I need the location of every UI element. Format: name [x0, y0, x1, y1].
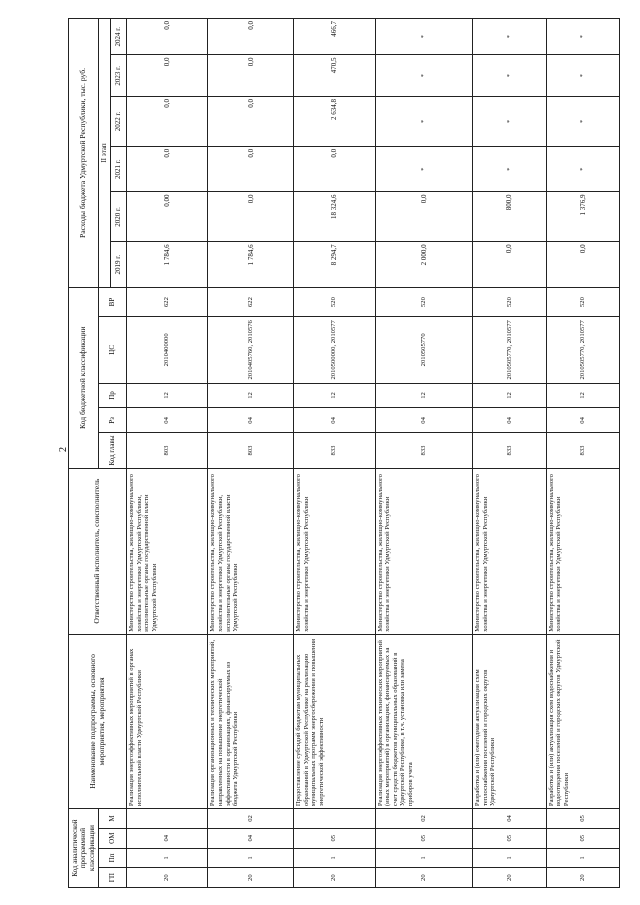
cell-value: 0,0: [208, 192, 294, 242]
cell-name: Разработка и (или) ежегодная актуализация схем теплоснабжения поселений и городских округов Удмуртской Республики: [473, 634, 546, 808]
cell-pp: 1: [208, 848, 294, 868]
table-row: [208, 19, 294, 888]
header-year: 2024 г.: [111, 19, 127, 56]
cell-gp: 20: [473, 868, 546, 888]
cell-pr: 12: [473, 383, 546, 408]
cell-value: *: [473, 146, 546, 192]
cell-om: 04: [208, 828, 294, 848]
cell-m: [127, 809, 208, 829]
cell-value: 0,0: [208, 146, 294, 192]
header-year: 2022 г.: [111, 97, 127, 147]
cell-m: 02: [208, 809, 294, 829]
header-cs: ЦС: [99, 317, 127, 383]
cell-cs: 2010400000: [127, 317, 208, 383]
cell-m: 02: [375, 809, 473, 829]
header-pr: Пр: [99, 383, 127, 408]
cell-pp: 1: [546, 848, 619, 868]
header-budget-code: Код бюджетной классификации: [69, 287, 99, 468]
cell-gp: 20: [375, 868, 473, 888]
header-apk: Код аналитической программной классификации: [69, 809, 99, 888]
cell-rz: 04: [375, 408, 473, 433]
header-m: М: [99, 809, 127, 829]
cell-value: 2 634,8: [294, 97, 375, 147]
cell-pp: 1: [375, 848, 473, 868]
cell-executor: Министерство строительства, жилищно-коммунального хозяйства и энергетики Удмуртской Республики: [473, 468, 546, 634]
cell-vr: 520: [473, 287, 546, 316]
header-year: 2019 г.: [111, 242, 127, 288]
budget-table: [68, 18, 620, 888]
cell-value: 0,0: [208, 97, 294, 147]
cell-kod-glavy: 833: [473, 433, 546, 468]
cell-value: *: [546, 146, 619, 192]
cell-value: 1 784,6: [208, 242, 294, 288]
cell-name: Реализация энергоэффективных технических мероприятий (иных мероприятий) в организациях, финансируемых за счет средств бюджетов муниципальных образований в Удмуртской Республике, в т.ч. установка или замена приборов учета: [375, 634, 473, 808]
cell-value: *: [473, 55, 546, 97]
cell-value: *: [546, 97, 619, 147]
cell-gp: 20: [546, 868, 619, 888]
header-expenses: Расходы бюджета Удмуртской Республики, тыс. руб.: [69, 19, 99, 288]
cell-value: *: [375, 146, 473, 192]
header-kod-glavy: Код главы: [99, 433, 127, 468]
page-number: 2: [58, 447, 69, 452]
cell-rz: 04: [127, 408, 208, 433]
cell-value: 800,0: [473, 192, 546, 242]
cell-om: 05: [294, 828, 375, 848]
cell-cs: 2010405760, 2010576: [208, 317, 294, 383]
header-pp: Пп: [99, 848, 127, 868]
cell-value: 466,7: [294, 19, 375, 56]
header-year: 2021 г.: [111, 146, 127, 192]
header-om: ОМ: [99, 828, 127, 848]
cell-om: 05: [375, 828, 473, 848]
table-row: [294, 19, 375, 888]
cell-pr: 12: [208, 383, 294, 408]
cell-kod-glavy: 803: [208, 433, 294, 468]
cell-pp: 1: [127, 848, 208, 868]
cell-rz: 04: [473, 408, 546, 433]
cell-pp: 1: [473, 848, 546, 868]
cell-value: 0,0: [127, 55, 208, 97]
cell-pr: 12: [375, 383, 473, 408]
cell-om: 05: [473, 828, 546, 848]
cell-value: *: [546, 55, 619, 97]
cell-name: Разработка и (или) актуализация схем водоснабжения и водоотведения поселений и городских округов Удмуртской Республики: [546, 634, 619, 808]
cell-kod-glavy: 833: [294, 433, 375, 468]
cell-name: Реализация организационных и технических мероприятий, направленных на повышение энергетической эффективности в организациях, финансируемых из бюджета Удмуртской Республики: [208, 634, 294, 808]
cell-kod-glavy: 833: [546, 433, 619, 468]
table-row: [473, 19, 546, 888]
header-year: 2020 г.: [111, 192, 127, 242]
header-stage: II этап: [99, 19, 111, 288]
cell-value: *: [375, 55, 473, 97]
cell-m: 04: [473, 809, 546, 829]
cell-om: 04: [127, 828, 208, 848]
cell-executor: Министерство строительства, жилищно-коммунального хозяйства и энергетики Удмуртской Республики: [546, 468, 619, 634]
cell-value: 8 294,7: [294, 242, 375, 288]
header-name: Наименование подпрограммы, основного мероприятия, мероприятия: [69, 634, 127, 808]
cell-pr: 12: [294, 383, 375, 408]
cell-vr: 520: [546, 287, 619, 316]
cell-value: 0,0: [473, 242, 546, 288]
cell-vr: 520: [294, 287, 375, 316]
header-executor: Ответственный исполнитель, соисполнитель: [69, 468, 127, 634]
cell-kod-glavy: 833: [375, 433, 473, 468]
cell-value: 1 784,6: [127, 242, 208, 288]
cell-value: *: [473, 97, 546, 147]
cell-cs: 2010500000, 2010577: [294, 317, 375, 383]
cell-pr: 12: [546, 383, 619, 408]
cell-rz: 04: [546, 408, 619, 433]
cell-value: *: [375, 19, 473, 56]
cell-value: 1 376,9: [546, 192, 619, 242]
cell-gp: 20: [208, 868, 294, 888]
cell-executor: Министерство строительства, жилищно-коммунального хозяйства и энергетики Удмуртской Республики, исполнительные органы государственной власти Удмуртской Республики: [208, 468, 294, 634]
cell-value: 0,0: [294, 146, 375, 192]
cell-m: [294, 809, 375, 829]
cell-value: 470,5: [294, 55, 375, 97]
cell-vr: 622: [208, 287, 294, 316]
header-gp: ГП: [99, 868, 127, 888]
cell-value: 0,0: [375, 192, 473, 242]
cell-executor: Министерство строительства, жилищно-коммунального хозяйства и энергетики Удмуртской Республики: [294, 468, 375, 634]
cell-rz: 04: [294, 408, 375, 433]
cell-value: 2 000,0: [375, 242, 473, 288]
cell-pp: 1: [294, 848, 375, 868]
cell-vr: 622: [127, 287, 208, 316]
cell-value: *: [546, 19, 619, 56]
cell-value: 0,0: [127, 19, 208, 56]
table-row: [546, 19, 619, 888]
cell-executor: Министерство строительства, жилищно-коммунального хозяйства и энергетики Удмуртской Республики: [375, 468, 473, 634]
cell-value: *: [473, 19, 546, 56]
cell-kod-glavy: 803: [127, 433, 208, 468]
cell-value: 0,0: [208, 55, 294, 97]
cell-value: 0,0: [127, 97, 208, 147]
cell-cs: 2010505770, 2010577: [473, 317, 546, 383]
table-row: [127, 19, 208, 888]
cell-executor: Министерство строительства, жилищно-коммунального хозяйства и энергетики Удмуртской Республики, исполнительные органы государственной власти Удмуртской Республики: [127, 468, 208, 634]
cell-value: 0,0: [546, 242, 619, 288]
cell-value: 0,0: [127, 146, 208, 192]
cell-om: 05: [546, 828, 619, 848]
cell-name: Реализация энергоэффективных мероприятий в органах исполнительной власти Удмуртской Республики: [127, 634, 208, 808]
cell-value: 18 324,6: [294, 192, 375, 242]
cell-value: 0,0: [208, 19, 294, 56]
rotated-table-container: [68, 18, 620, 888]
cell-cs: 2010505770, 2010577: [546, 317, 619, 383]
cell-gp: 20: [127, 868, 208, 888]
cell-gp: 20: [294, 868, 375, 888]
header-year: 2023 г.: [111, 55, 127, 97]
table-row: [375, 19, 473, 888]
cell-value: 0,00: [127, 192, 208, 242]
header-vr: ВР: [99, 287, 127, 316]
cell-pr: 12: [127, 383, 208, 408]
cell-m: 05: [546, 809, 619, 829]
cell-cs: 2010505770: [375, 317, 473, 383]
cell-name: Предоставление субсидий бюджетам муниципальных образований в Удмуртской Республике на реализацию муниципальных программ энергосбережения и повышения энергетической эффективности: [294, 634, 375, 808]
cell-rz: 04: [208, 408, 294, 433]
header-rz: Рз: [99, 408, 127, 433]
cell-value: *: [375, 97, 473, 147]
cell-vr: 520: [375, 287, 473, 316]
